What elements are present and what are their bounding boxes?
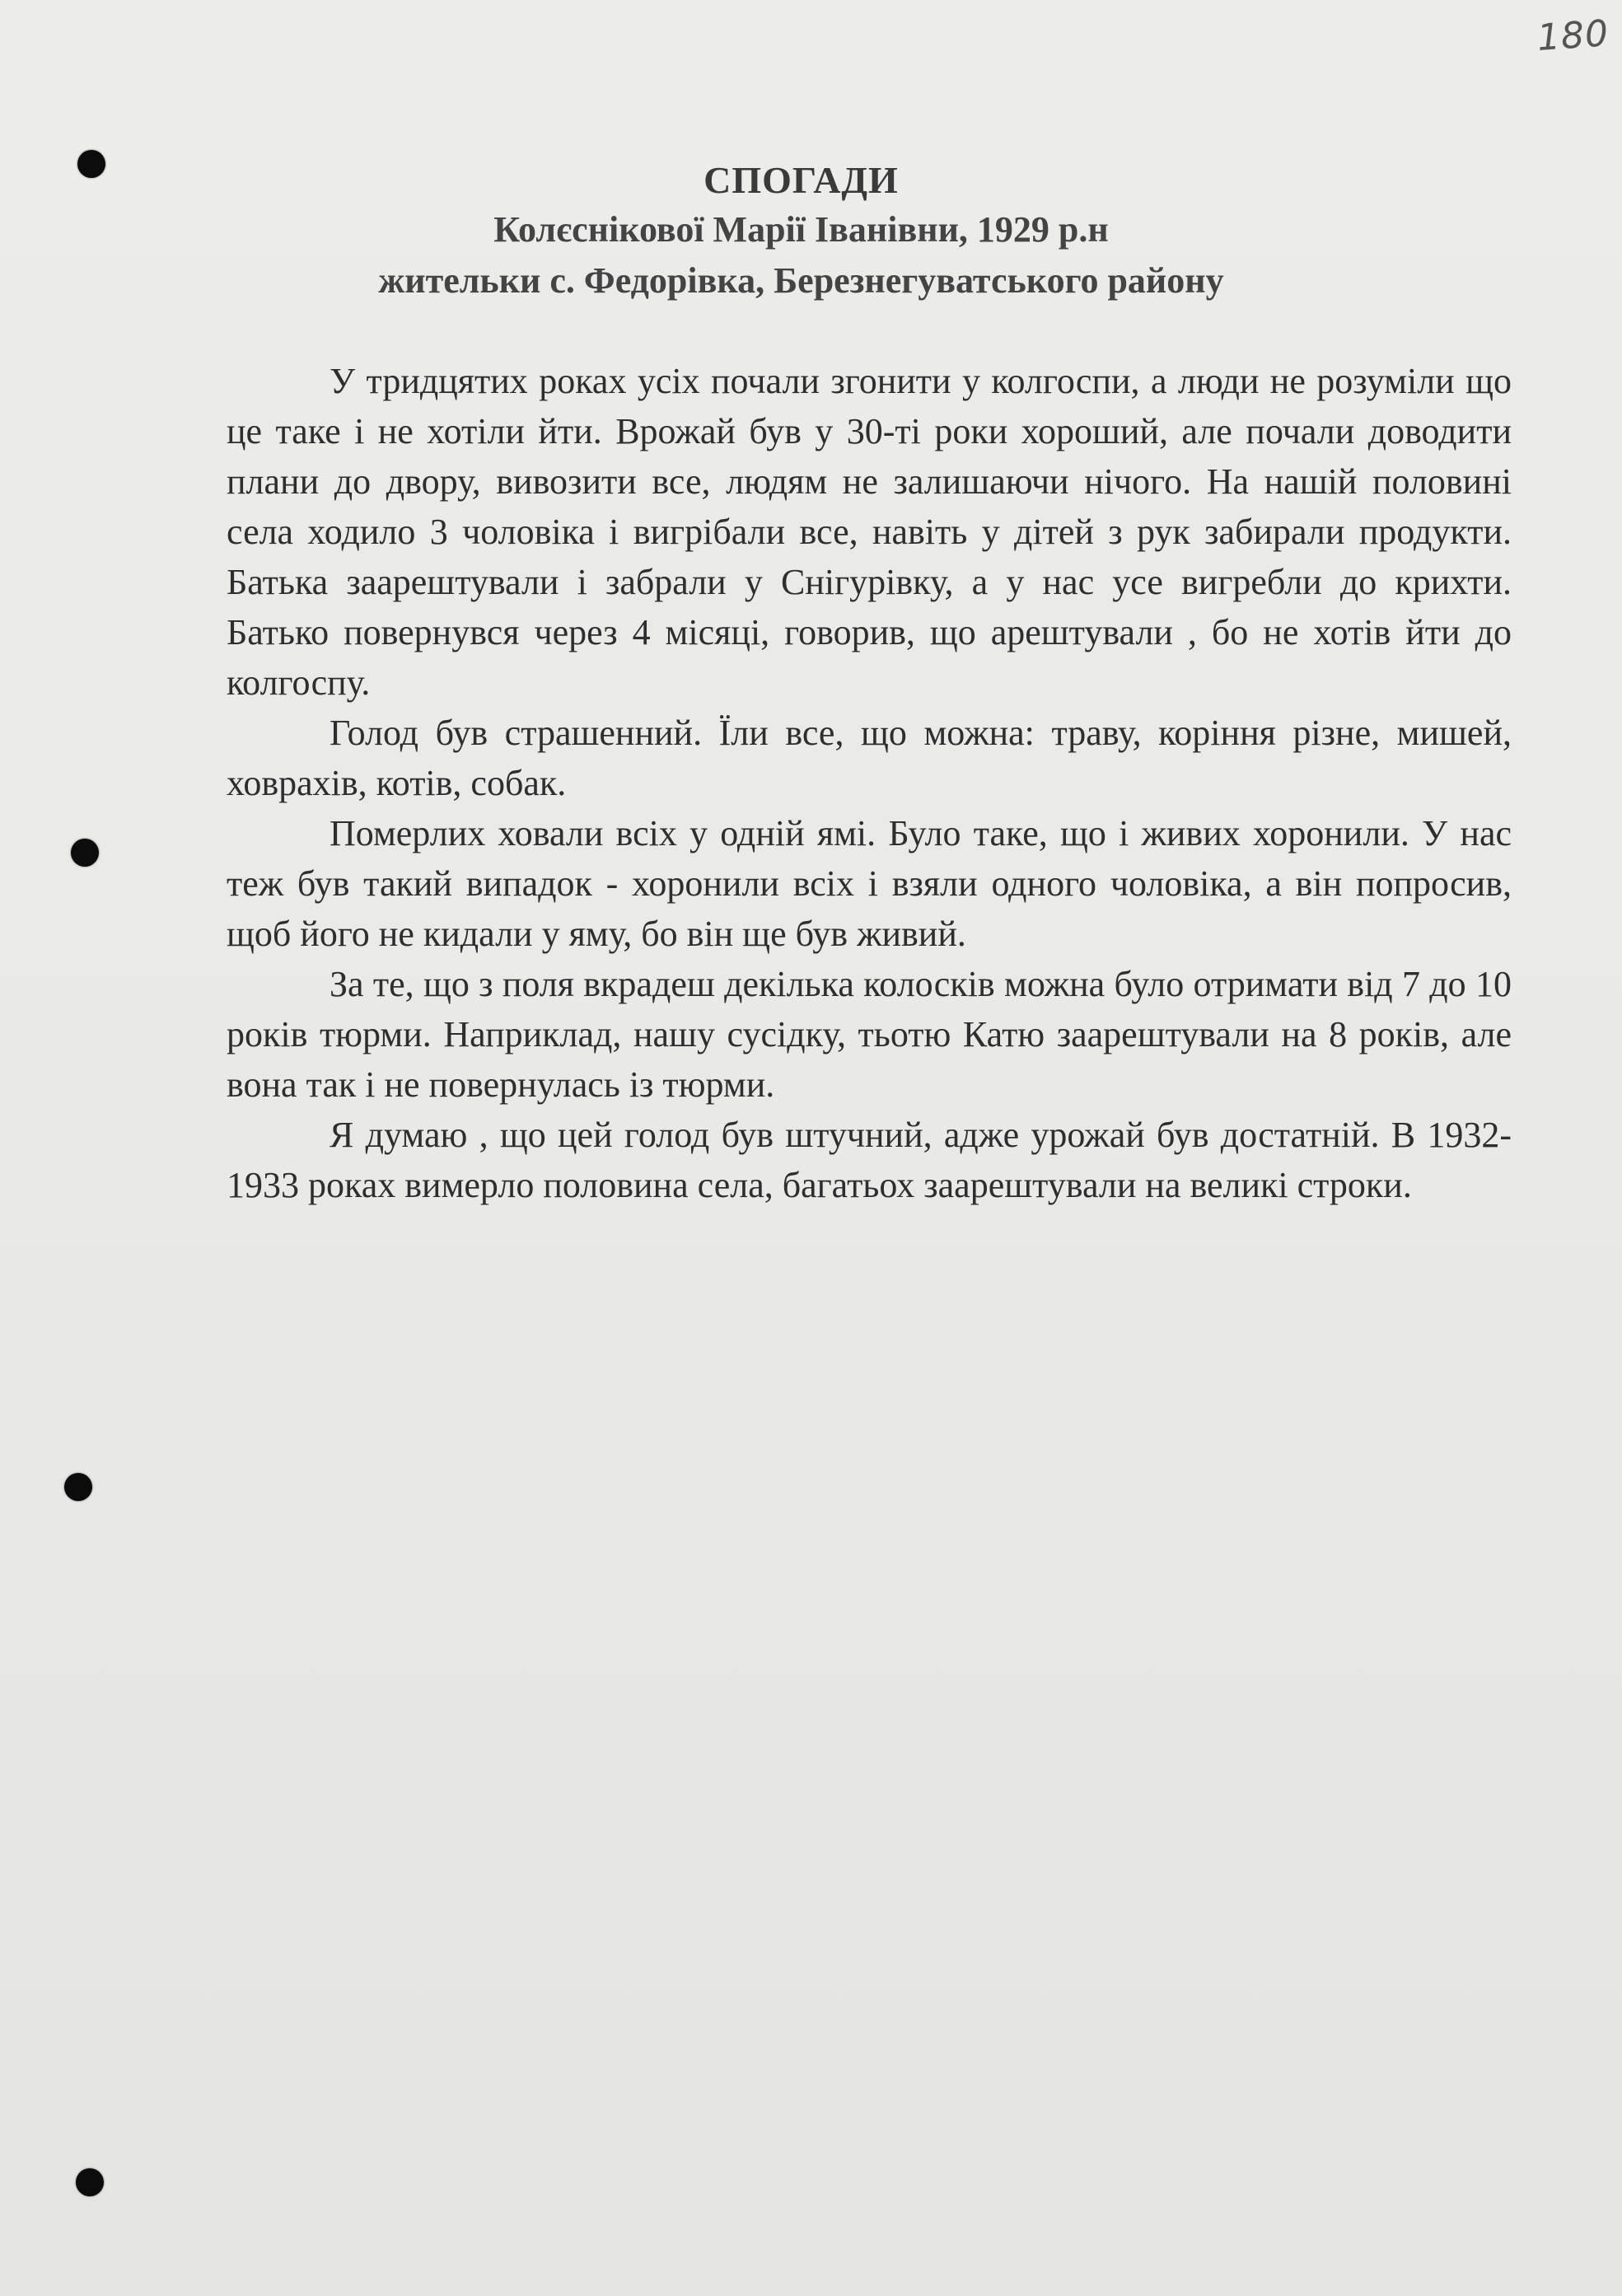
document-body (227, 356, 1512, 1210)
punch-hole-1 (77, 150, 105, 178)
paragraph-5: Я думаю , що цей голод був штучний, адже урожай був достатній. В 1932-1933 роках вимерло половина села, багатьох заарештували на великі строки. (227, 1115, 1512, 1205)
paragraph-2: Голод був страшенний. Їли все, що можна: траву, коріння різне, мишей, ховрахів, котів, собак. (227, 713, 1512, 803)
punch-hole-2 (71, 839, 99, 867)
document-title: СПОГАДИ (703, 159, 899, 201)
document-subtitle-location: жительки с. Федорівка, Березнегуватського району (378, 260, 1224, 301)
punch-hole-3 (64, 1473, 92, 1501)
paragraph-4: За те, що з поля вкрадеш декілька колосків можна було отримати від 7 до 10 років тюрми. Наприклад, нашу сусідку, тьотю Катю заарештували на 8 років, але вона так і не повернулась із тюрми. (227, 964, 1512, 1105)
paragraph-3: Померлих ховали всіх у одній ямі. Було таке, що і живих хоронили. У нас теж був такий випадок - хоронили всіх і взяли одного чоловіка, а він попросив, щоб його не кидали у яму, бо він ще був живий. (227, 813, 1512, 954)
paragraph-1: У тридцятих роках усіх почали згонити у колгоспи, а люди не розуміли що це таке і не хотіли йти. Врожай був у 30-ті роки хороший, але почали доводити плани до двору, вивозити все, людям не залишаючи нічого. На нашій половині села ходило 3 чоловіка і вигрібали все, навіть у дітей з рук забирали продукти. Батька заарештували і забрали у Снігурівку, а у нас усе вигребли до крихти. Батько повернувся через 4 місяці, говорив, що арештували , бо не хотів йти до колгоспу. (227, 361, 1512, 703)
handwritten-page-number: 180 (1536, 12, 1610, 59)
punch-hole-4 (76, 2168, 104, 2196)
document-header (222, 157, 1380, 306)
document-subtitle-author: Колєснікової Марії Іванівни, 1929 р.н (493, 209, 1109, 250)
